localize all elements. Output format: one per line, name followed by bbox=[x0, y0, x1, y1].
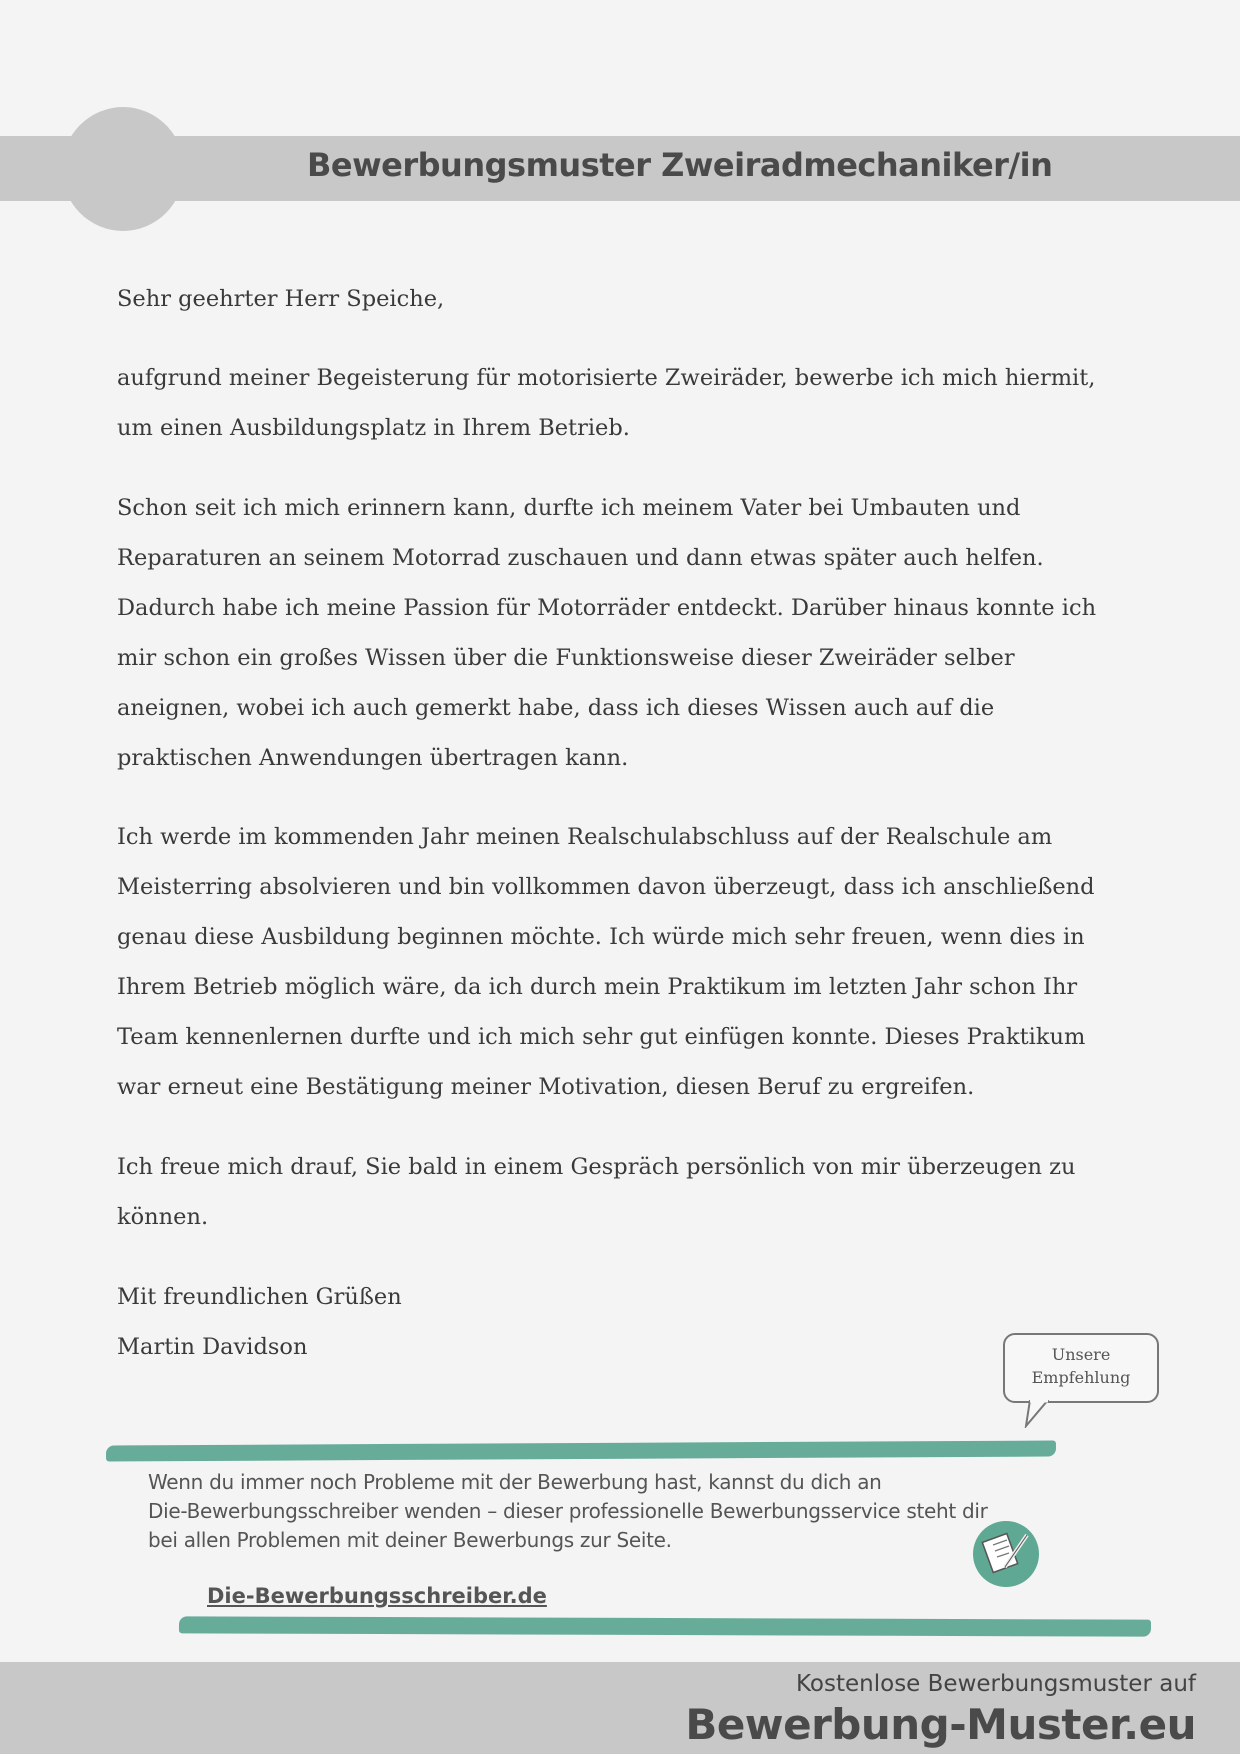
page-title: Bewerbungsmuster Zweiradmechaniker/in bbox=[307, 146, 1053, 184]
letter-line: aufgrund meiner Begeisterung für motorisierte Zweiräder, bewerbe ich mich hiermit, bbox=[117, 365, 1096, 391]
footer-site-name[interactable]: Bewerbung-Muster.eu bbox=[685, 1700, 1196, 1749]
letter-line: genau diese Ausbildung beginnen möchte. Ich würde mich sehr freuen, wenn dies in bbox=[117, 924, 1085, 950]
signature: Martin Davidson bbox=[117, 1334, 308, 1360]
letter-line: können. bbox=[117, 1204, 209, 1230]
promo-line: Wenn du immer noch Probleme mit der Bewerbung hast, kannst du dich an bbox=[148, 1470, 882, 1494]
letter-line: Team kennenlernen durfte und ich mich sehr gut einfügen konnte. Dieses Praktikum bbox=[117, 1024, 1086, 1050]
letter-line: Meisterring absolvieren und bin vollkommen davon überzeugt, dass ich anschließend bbox=[117, 874, 1095, 900]
letter-line: um einen Ausbildungsplatz in Ihrem Betrieb. bbox=[117, 415, 630, 441]
promo-line: bei allen Problemen mit deiner Bewerbungs zur Seite. bbox=[148, 1528, 672, 1552]
recommendation-bubble bbox=[1003, 1333, 1159, 1403]
bubble-tail-icon bbox=[1020, 1400, 1060, 1428]
footer-tagline: Kostenlose Bewerbungsmuster auf bbox=[796, 1671, 1196, 1697]
letter-line: war erneut eine Bestätigung meiner Motivation, diesen Beruf zu ergreifen. bbox=[117, 1074, 975, 1100]
salutation: Sehr geehrter Herr Speiche, bbox=[117, 286, 445, 312]
promo-line: Die-Bewerbungsschreiber wenden – dieser professionelle Bewerbungsservice steht dir bbox=[148, 1499, 988, 1523]
bubble-text-line1: Unsere bbox=[1051, 1345, 1111, 1364]
letter-line: Reparaturen an seinem Motorrad zuschauen und dann etwas später auch helfen. bbox=[117, 545, 1044, 571]
letter-line: aneignen, wobei ich auch gemerkt habe, dass ich dieses Wissen auch auf die bbox=[117, 695, 995, 721]
letter-line: praktischen Anwendungen übertragen kann. bbox=[117, 745, 629, 771]
bewerbungsschreiber-link[interactable]: Die-Bewerbungsschreiber.de bbox=[207, 1584, 547, 1608]
letter-line: Schon seit ich mich erinnern kann, durfte ich meinem Vater bei Umbauten und bbox=[117, 495, 1021, 521]
letter-line: Ihrem Betrieb möglich wäre, da ich durch mein Praktikum im letzten Jahr schon Ihr bbox=[117, 974, 1078, 1000]
letter-line: Ich freue mich drauf, Sie bald in einem Gespräch persönlich von mir überzeugen zu bbox=[117, 1154, 1076, 1180]
letter-line: mir schon ein großes Wissen über die Funktionsweise dieser Zweiräder selber bbox=[117, 645, 1015, 671]
bubble-text-line2: Empfehlung bbox=[1031, 1368, 1131, 1387]
letter-line: Dadurch habe ich meine Passion für Motorräder entdeckt. Darüber hinaus konnte ich bbox=[117, 595, 1097, 621]
closing: Mit freundlichen Grüßen bbox=[117, 1284, 402, 1310]
document-pen-icon bbox=[973, 1521, 1039, 1587]
brush-stroke-top bbox=[106, 1441, 1056, 1462]
letter-line: Ich werde im kommenden Jahr meinen Realschulabschluss auf der Realschule am bbox=[117, 824, 1053, 850]
brush-stroke-bottom bbox=[179, 1616, 1151, 1636]
